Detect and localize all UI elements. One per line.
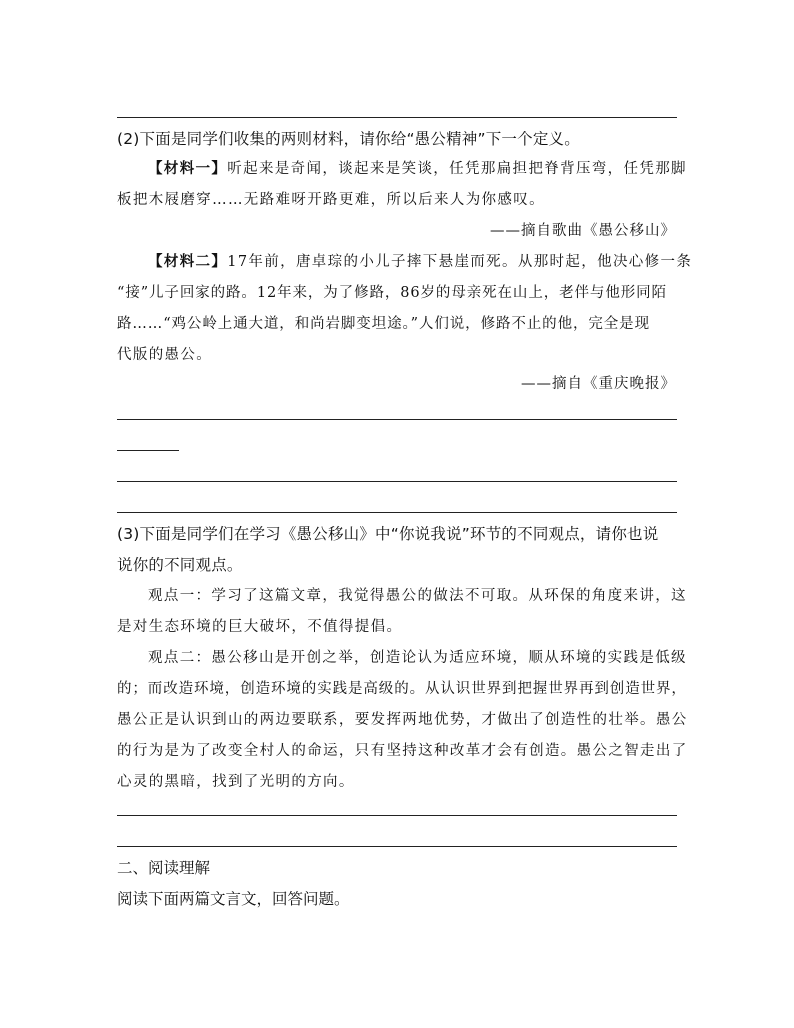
view-2-line-4: 的行为是为了改变全村人的命运，只有坚持这种改革才会有创造。愚公之智走出了 [117, 743, 688, 759]
material-2-text: 17年前，唐卓琮的小儿子摔下悬崖而死。从那时起，他决心修一条 [227, 254, 693, 270]
material-2-line-1 [148, 252, 692, 272]
material-1-line-1 [148, 159, 687, 179]
view-2-line-5: 心灵的黑暗，找到了光明的方向。 [117, 774, 355, 790]
material-1-line-2: 板把木屐磨穿……无路难呀开路更难，所以后来人为你感叹。 [117, 192, 545, 208]
material-2-line-2: “接”儿子回家的路。12年来，为了修路，86岁的母亲死在山上，老伴与他形同陌 [117, 285, 667, 301]
material-2-source: ——摘自《重庆晚报》 [521, 376, 676, 392]
question-3-prompt-line-1: (3)下面是同学们在学习《愚公移山》中“你说我说”环节的不同观点，请你也说 [117, 525, 659, 543]
material-2-line-3: 路……“鸡公岭上通大道，和尚岩脚变坦途。”人们说，修路不止的他，完全是现 [117, 316, 650, 332]
view-1-line-2: 是对生态环境的巨大破坏，不值得提倡。 [117, 619, 403, 635]
section-2-instruction: 阅读下面两篇文言文，回答问题。 [117, 890, 350, 908]
view-1-line-1: 观点一：学习了这篇文章，我觉得愚公的做法不可取。从环保的角度来讲，这 [148, 588, 687, 604]
material-1-label: 【材料一】 [148, 161, 228, 177]
question-3-prompt-line-2: 说你的不同观点。 [117, 556, 243, 574]
answer-line-3[interactable] [117, 481, 677, 482]
view-2-line-2: 的；而改造环境，创造环境的实践是高级的。从认识世界到把握世界再到创造世界， [117, 681, 687, 697]
view-2-line-1: 观点二：愚公移山是开创之举，创造论认为适应环境，顺从环境的实践是低级 [148, 650, 687, 666]
answer-line-2[interactable] [117, 450, 179, 451]
answer-line-4[interactable] [117, 512, 677, 513]
answer-line-6[interactable] [117, 846, 677, 847]
material-1-source: ——摘自歌曲《愚公移山》 [490, 223, 676, 239]
question-2-prompt: (2)下面是同学们收集的两则材料，请你给“愚公精神”下一个定义。 [117, 130, 580, 148]
section-2-heading: 二、阅读理解 [117, 859, 211, 877]
material-2-label: 【材料二】 [148, 254, 228, 270]
material-2-line-4: 代版的愚公。 [117, 347, 213, 363]
material-1-text: 听起来是奇闻，谈起来是笑谈，任凭那扁担把脊背压弯，任凭那脚 [227, 161, 687, 177]
divider-top [117, 117, 677, 118]
answer-line-5[interactable] [117, 815, 677, 816]
answer-line-1[interactable] [117, 419, 677, 420]
view-2-line-3: 愚公正是认识到山的两边要联系，要发挥两地优势，才做出了创造性的壮举。愚公 [117, 712, 688, 728]
